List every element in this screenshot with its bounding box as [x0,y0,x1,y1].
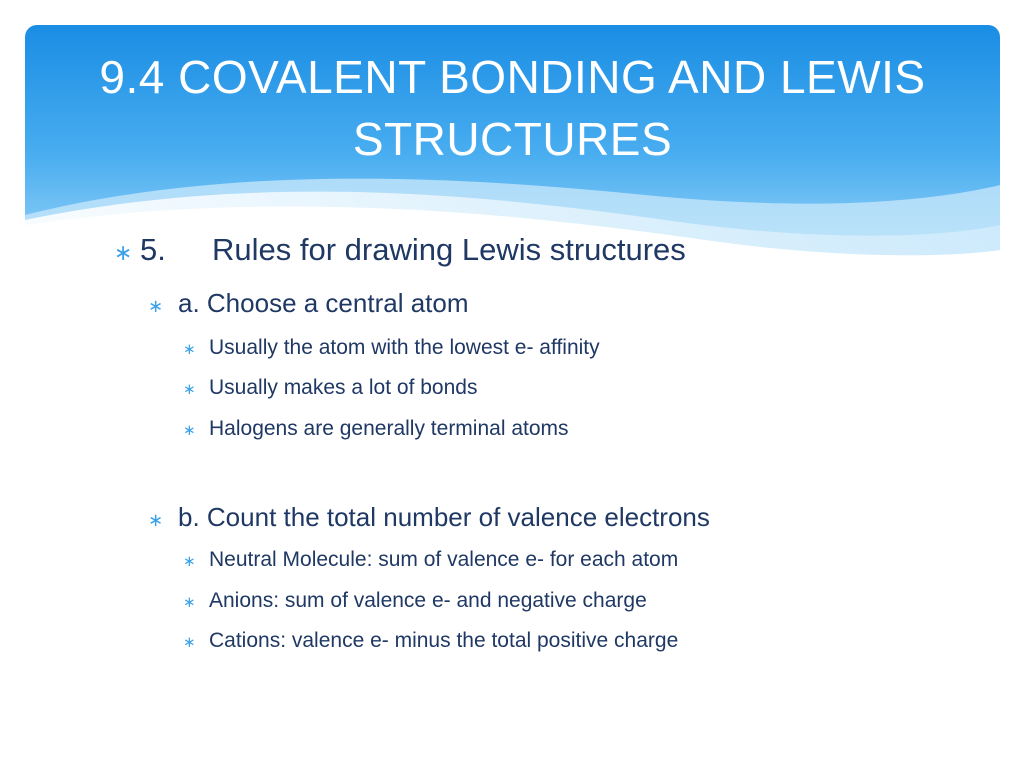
section-a-item [183,376,477,400]
section-b-item-text: Neutral Molecule: sum of valence e- for each atom [209,548,679,571]
asterisk-bullet-icon: ∗ [148,296,164,316]
main-bullet [114,232,686,268]
main-bullet-text: Rules for drawing Lewis structures [212,232,686,267]
asterisk-bullet-icon: ∗ [183,341,196,358]
main-bullet-number: 5. [140,232,166,267]
section-a-item-text: Usually makes a lot of bonds [209,376,478,399]
section-b-item-text: Anions: sum of valence e- and negative charge [209,589,647,612]
section-a-item-text: Halogens are generally terminal atoms [209,417,569,440]
asterisk-bullet-icon: ∗ [114,240,133,265]
section-b-heading-text: b. Count the total number of valence electrons [178,502,710,532]
slide-title: 9.4 COVALENT BONDING AND LEWIS STRUCTURES [99,51,926,165]
section-a-item [183,417,569,441]
section-b-heading [148,502,710,533]
asterisk-bullet-icon: ∗ [148,510,164,530]
asterisk-bullet-icon: ∗ [183,381,196,398]
asterisk-bullet-icon: ∗ [183,594,196,611]
section-b-item [183,629,678,653]
section-a-item-text: Usually the atom with the lowest e- affinity [209,336,600,359]
section-a-item [183,336,600,360]
section-b-item [183,589,647,613]
section-a-heading [148,288,469,319]
asterisk-bullet-icon: ∗ [183,634,196,651]
asterisk-bullet-icon: ∗ [183,553,196,570]
section-b-item [183,548,678,572]
section-a-heading-text: a. Choose a central atom [178,288,469,318]
section-b-item-text: Cations: valence e- minus the total positive charge [209,629,679,652]
asterisk-bullet-icon: ∗ [183,422,196,439]
